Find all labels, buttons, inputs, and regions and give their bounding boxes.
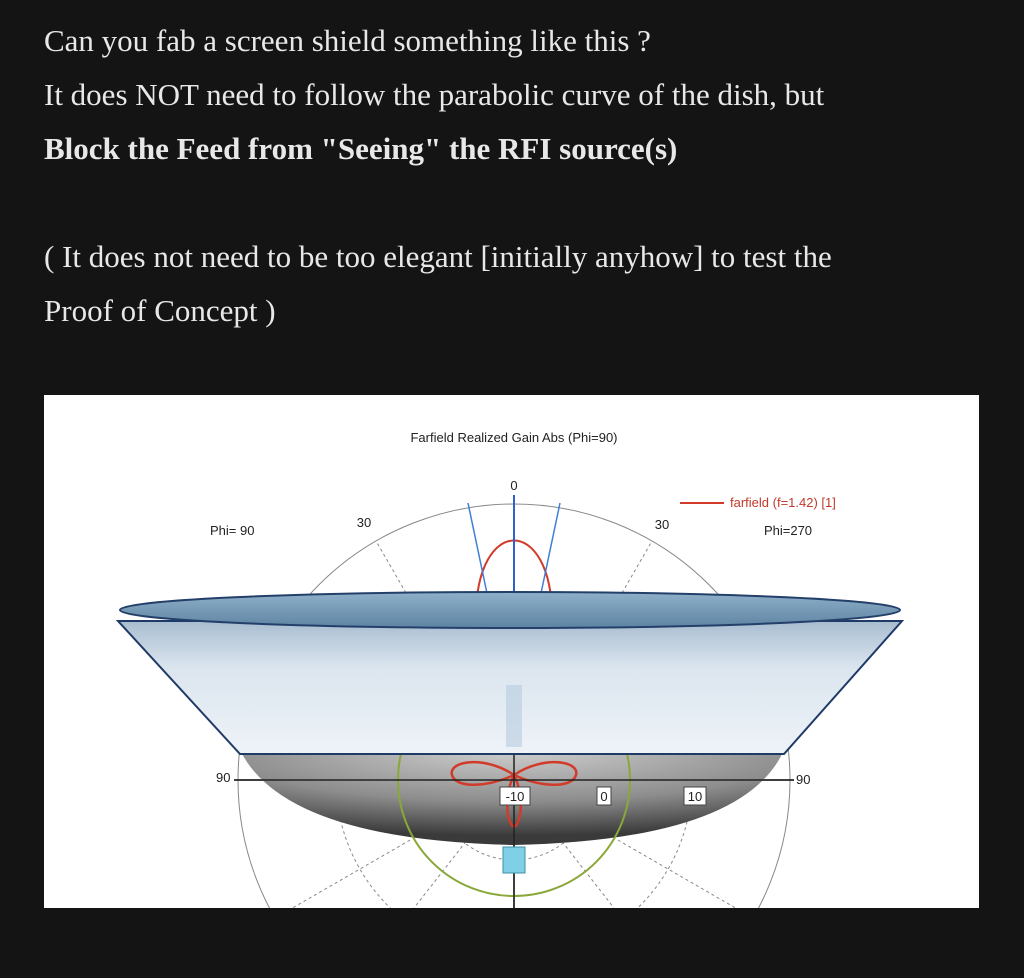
angle-90-left-label: 90	[216, 770, 231, 785]
farfield-polar-plot	[44, 395, 979, 908]
post-line-4: ( It does not need to be too elegant [initially anyhow] to test the	[44, 239, 832, 274]
paragraph-gap	[44, 176, 1004, 230]
post-line-1: Can you fab a screen shield something like this ?	[44, 23, 651, 58]
post-line-2: It does NOT need to follow the parabolic curve of the dish, but	[44, 77, 825, 112]
angle-0-label: 0	[510, 478, 518, 493]
phi-270-label: Phi=270	[763, 523, 813, 538]
legend-label: farfield (f=1.42) [1]	[730, 495, 836, 510]
post-text	[44, 14, 1004, 338]
radial-neg10-label: -10	[505, 789, 525, 804]
feed-box	[503, 847, 525, 873]
plot-title: Farfield Realized Gain Abs (Phi=90)	[410, 430, 618, 445]
angle-30-left-label: 30	[356, 515, 372, 530]
post-line-bold: Block the Feed from "Seeing" the RFI source(s)	[44, 131, 678, 166]
radial-0-label: 0	[600, 789, 608, 804]
radial-10-label: 10	[687, 789, 703, 804]
post-line-5: Proof of Concept )	[44, 293, 276, 328]
farfield-figure	[44, 395, 979, 908]
angle-90-right-label: 90	[796, 772, 811, 787]
feed-silhouette	[506, 685, 522, 747]
dish-rim	[120, 592, 900, 628]
phi-90-label: Phi= 90	[210, 523, 255, 538]
angle-30-right-label: 30	[654, 517, 670, 532]
